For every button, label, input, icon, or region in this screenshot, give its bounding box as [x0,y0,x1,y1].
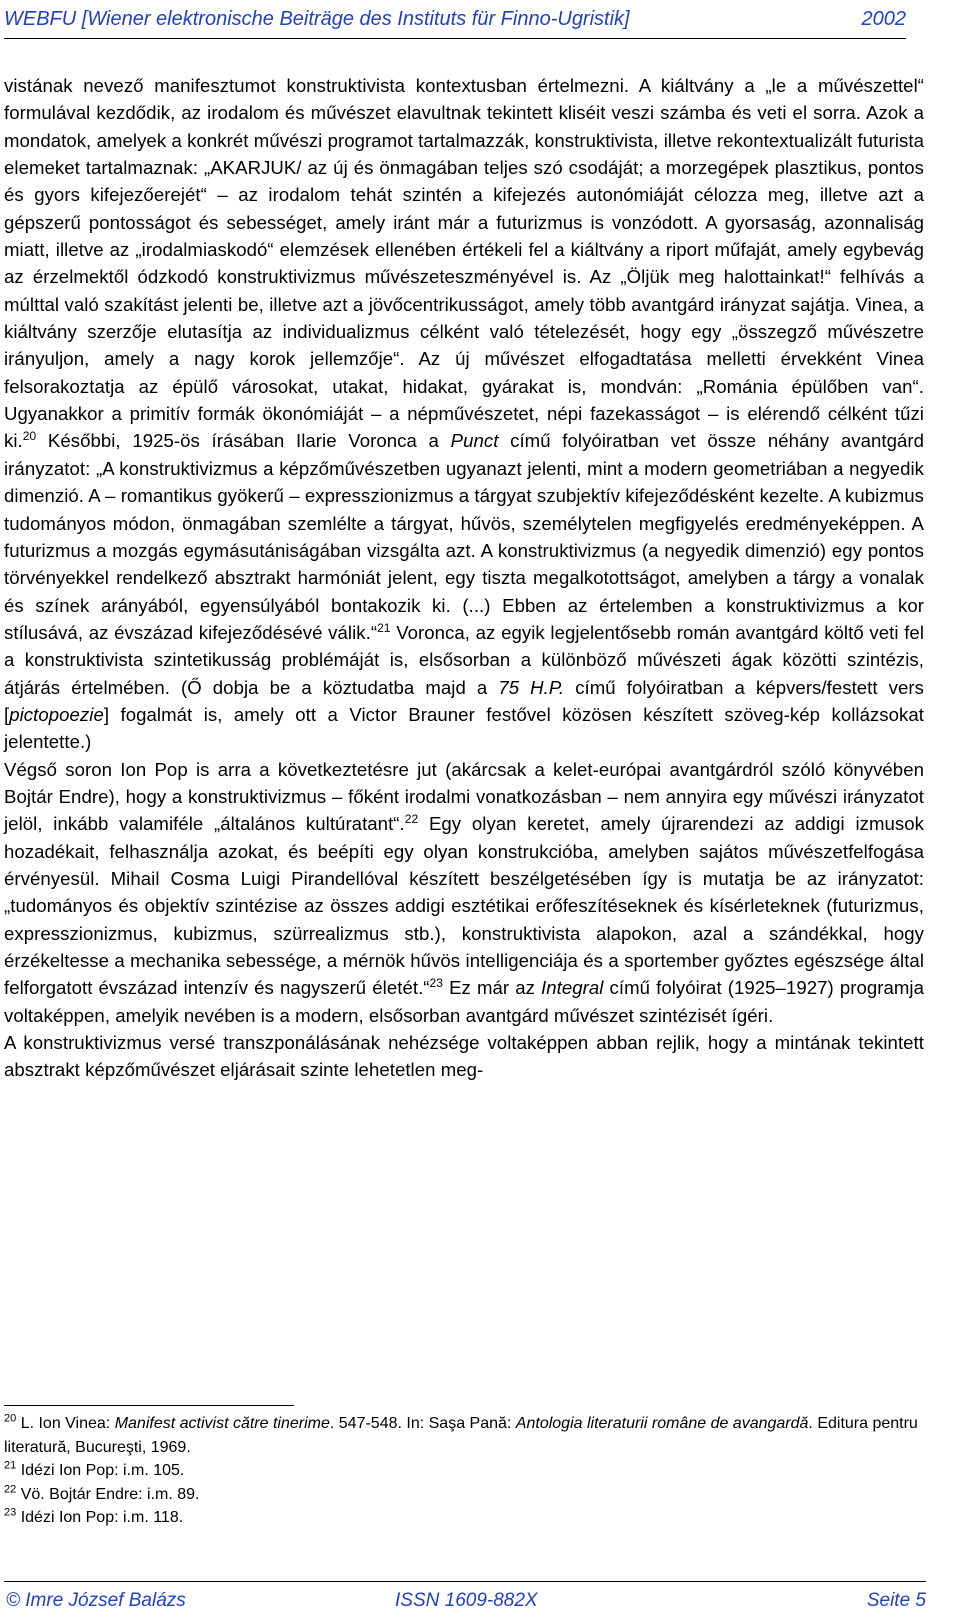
footnote-ref: 21 [377,620,391,635]
footnote-ref: 23 [429,976,443,991]
footer-author: © Imre József Balázs [6,1590,186,1611]
footnotes [4,1412,924,1530]
text-run: A konstruktivizmus versé transzponálásának nehézsége voltaképpen abban rejlik, hogy a mintának tekintett absztrakt képzőművészet eljárásait szinte lehetetlen meg- [4,1032,924,1081]
text-run: ] fogalmát is, amely ott a Victor Brauner festővel közösen készített szöveg-kép kollázsokat jelentette.) [4,703,924,753]
text-run: Ez már az [442,977,542,999]
text-run: . Editura pentru literatură, Bucureşti, 1969. [4,1415,918,1456]
journal-title: WEBFU [Wiener elektronische Beiträge des Instituts für Finno-Ugristik] [4,8,630,30]
footnote-number: 22 [4,1483,17,1496]
italic-title: Antologia literaturii române de avangardă [515,1415,809,1432]
italic-title: Punct [450,430,499,452]
text-run: Voronca, az egyik legjelentősebb román avantgárd költő veti fel a konstruktivista szintetikusság problémáját is, elsősorban a különböző művészeti ágak közötti szintézis, átjárás értelmében. (Ő dobja be a köztudatba majd a [4,621,924,698]
footnote-number: 23 [4,1506,17,1519]
italic-title: pictopoezie [9,703,104,725]
text-run: Végső soron Ion Pop is arra a következtetésre jut (akárcsak a kelet-európai avantgárdról szóló könyvében Bojtár Endre), hogy a konstruktivizmus – főként irodalmi vonatkozásban – nem annyira egy művészi irányzatot jelöl, inkább valamiféle „általános kultúratant“. [4,758,924,835]
text-run: Vö. Bojtár Endre: i.m. 89. [16,1485,200,1503]
text-run: L. Ion Vinea: [16,1415,115,1432]
page-header [4,4,906,39]
footer-page-number: Seite 5 [866,1590,926,1611]
text-run: Későbbi, 1925-ös írásában Ilarie Voronca a [36,430,451,452]
text-run: című folyóiratban a képvers/festett vers [ [4,676,924,725]
text-run: . 547-548. In: Saşa Pană: [329,1415,516,1432]
footnote [4,1506,924,1530]
text-run: Egy olyan keretet, amely újrarendezi az addigi izmusok hozadékait, felhasználja azokat, és beépíti egy olyan konstrukcióba, amelyben sajátos művészetfelfogása érvényesül. Mihail Cosma Luigi Pirandellóval készített beszélgetésében így is mutatja be az irányzatot: „tudományos és objektív szintézise az összes addigi esztétikai erőfeszítéseknek és kísérleteknek (futurizmus, expresszionizmus, kubizmus, szürrealizmus stb.), konstruktivista alapokon, azal a szándékkal, hogy érzékeltesse a mechanika sebessége, a mérnök hűvös intelligenciája és a sportember győztes egészsége által felforgatott évszázad intenzív és nagyszerű életét.“ [4,813,924,999]
footnote-ref: 22 [404,812,419,827]
footnote [4,1483,924,1507]
paragraph [4,756,924,1029]
paragraph [4,72,924,756]
footnote [4,1459,924,1483]
footnote [4,1412,924,1459]
italic-title: Integral [541,977,604,999]
italic-title: 75 H.P. [498,676,565,698]
italic-title: Manifest activist către tinerime [114,1415,330,1432]
text-run: Idézi Ion Pop: i.m. 118. [16,1509,184,1526]
text-run: című folyóirat (1925–1927) programja voltaképpen, amelyik nevében is a modern, elsősorban avantgárd művészet szintézisét ígéri. [4,977,924,1026]
text-run: című folyóiratban vet össze néhány avantgárd irányzatot: „A konstruktivizmus a képzőművészetben ugyanazt jelenti, mint a modern geometriában a negyedik dimenzió. A – romantikus gyökerű – expresszionizmus a tárgyat szubjektív kifejeződésként kezelte. A kubizmus tudományos módon, önmagában szemlélte a tárgyat, hűvös, személytelen megfigyelés eredményeképpen. A futurizmus a mozgás egymásutániságában vizsgálta azt. A konstruktivizmus (a negyedik dimenzió) egy pontos törvényekkel rendelkező absztrakt harmóniát jelent, egy tiszta megalkotottságot, amelyben a tárgy a vonalak és színek arányából, egyensúlyából bontakozik ki. (...) Ebben az értelemben a konstruktivizmus a kor stílusává, az évszázad kifejeződésévé válik.“ [4,430,924,643]
footnote-number: 20 [4,1412,17,1425]
footnote-ref: 20 [22,429,37,444]
text-run: vistának nevező manifesztumot konstruktivista kontextusban értelmezni. A kiáltvány a „le a művészettel“ formulával kezdődik, az irodalom és művészet elavultnak tekintett kliséit veszi számba és veti el sorra. Azok a mondatok, amelyek a konkrét művészi programot tartalmazzák, konstruktivista, illetve rekontextualizált futurista elemeket tartalmaznak: „AKARJUK/ az új és önmagában teljes szó csodáját; a morzegépek plasztikus, pontos és gyors kifejezőerejét“ – az irodalom tehát szintén a kifejezés autonómiáját célozza meg, illetve azt a gépszerű pontosságot és sebességet, amely iránt már a futurizmus is vonzódott. A gyorsaság, azonnaliság miatt, illetve az „irodalmiaskodó“ elemzések ellenében értékeli fel a kiáltvány a riport műfaját, amely egybevág az érzelmektől ódzkodó konstruktivizmus művészeteszményével is. Az „Öljük meg halottainkat!“ felhívás a múlttal való szakítást jelenti be, illetve azt a jövőcentrikusságot, amely több avantgárd irányzat sajátja. Vinea, a kiáltvány szerzője elutasítja az individualizmus célként való tételezését, hogy egy „összegző művészetre irányuljon, amely a nagy korok jellemzője“. Az új művészet elfogadtatása melletti érvekként Vinea felsorakoztatja az épülő városokat, utakat, hidakat, gyárakat is, mondván: „Románia épülőben van“. Ugyanakkor a primitív formák ökonómiáját – a népművészetet, népi fazekasságot – is elérendő célként tűzi ki. [4,75,924,452]
paragraph [4,1029,924,1084]
page-footer [4,1581,926,1618]
footer-issn: ISSN 1609-882X [395,1590,538,1611]
header-year: 2002 [861,8,906,30]
text-run: Idézi Ion Pop: i.m. 105. [16,1462,185,1479]
footnote-number: 21 [4,1459,17,1472]
footnote-separator [4,1405,294,1406]
article-body [4,72,924,1084]
